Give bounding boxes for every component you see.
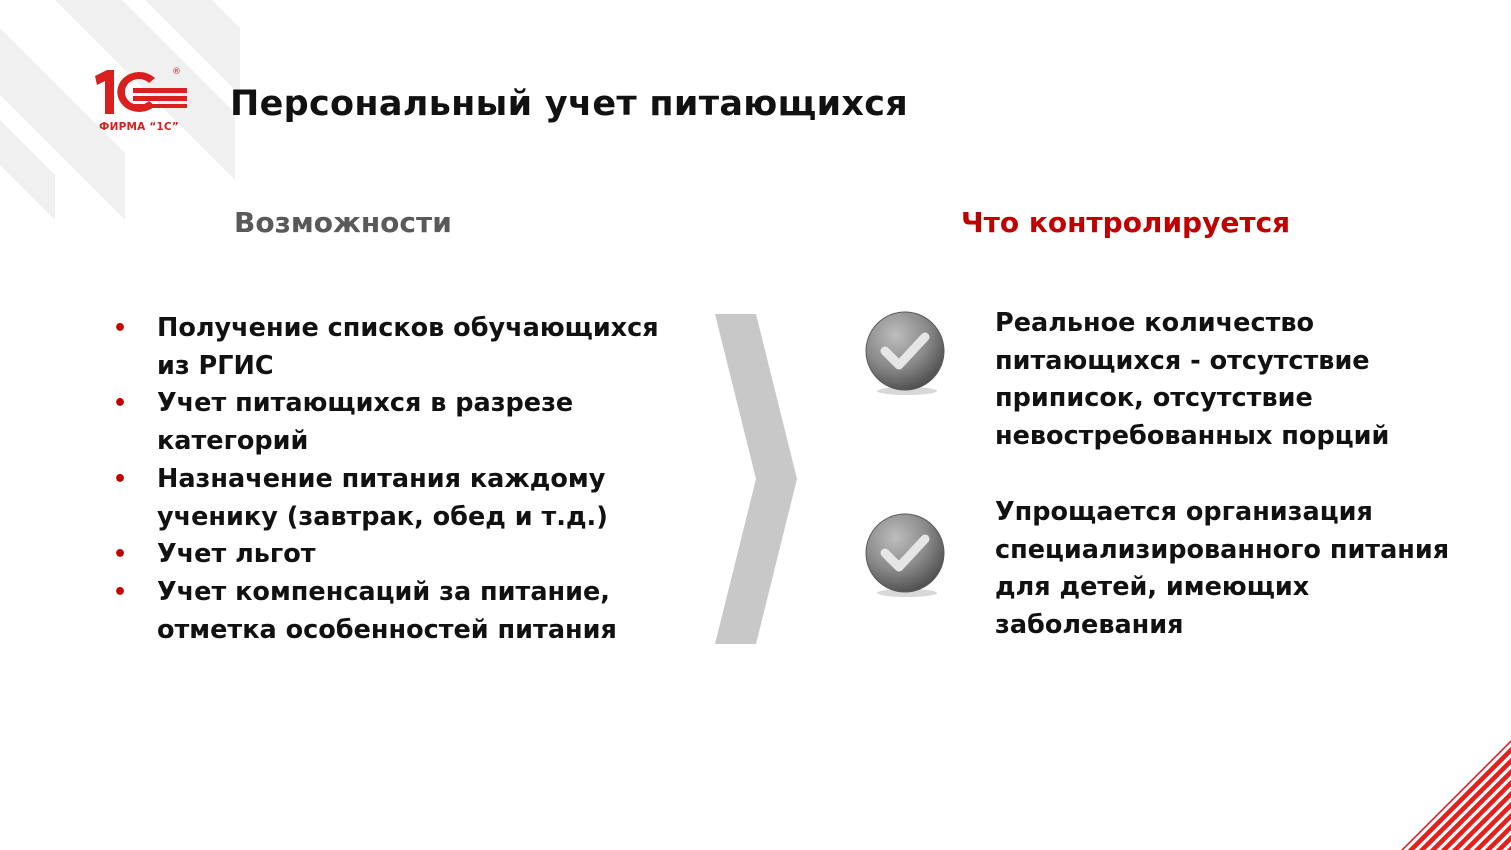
bullet-icon: •: [113, 316, 128, 341]
decorative-stripes-bottom-right: [1401, 740, 1511, 850]
bullet-icon: •: [113, 579, 128, 605]
bullet-icon: •: [113, 542, 128, 568]
slide-title: Персональный учет питающихся: [230, 84, 909, 124]
checkmark-icon: [863, 311, 949, 397]
registered-mark: ®: [172, 67, 181, 77]
list-item: • Назначение питания каждому ученику (завтрак, обед и т.д.): [110, 461, 670, 536]
list-item: • Учет питающихся в разрезе категорий: [110, 385, 670, 460]
checkmark-icon: [863, 513, 949, 599]
chevron-right-icon: [715, 314, 799, 644]
logo-subtitle: ФИРМА “1С”: [99, 121, 179, 133]
controlled-heading: Что контролируется: [961, 206, 1291, 239]
controlled-item-text: Реальное количество питающихся - отсутствие приписок, отсутствие невостребованных порций: [995, 308, 1390, 452]
controlled-item-text: Упрощается организация специализированного питания для детей, имеющих заболевания: [995, 497, 1450, 641]
bullet-icon: •: [113, 391, 128, 417]
features-list: [110, 310, 670, 649]
bullet-icon: •: [113, 466, 128, 492]
features-heading: Возможности: [234, 206, 452, 239]
list-item: • Учет льгот: [110, 536, 670, 574]
company-logo: [93, 68, 193, 134]
list-item: • Получение списков обучающихся из РГИС: [110, 310, 670, 385]
list-item: • Учет компенсаций за питание, отметка особенностей питания: [110, 574, 670, 649]
